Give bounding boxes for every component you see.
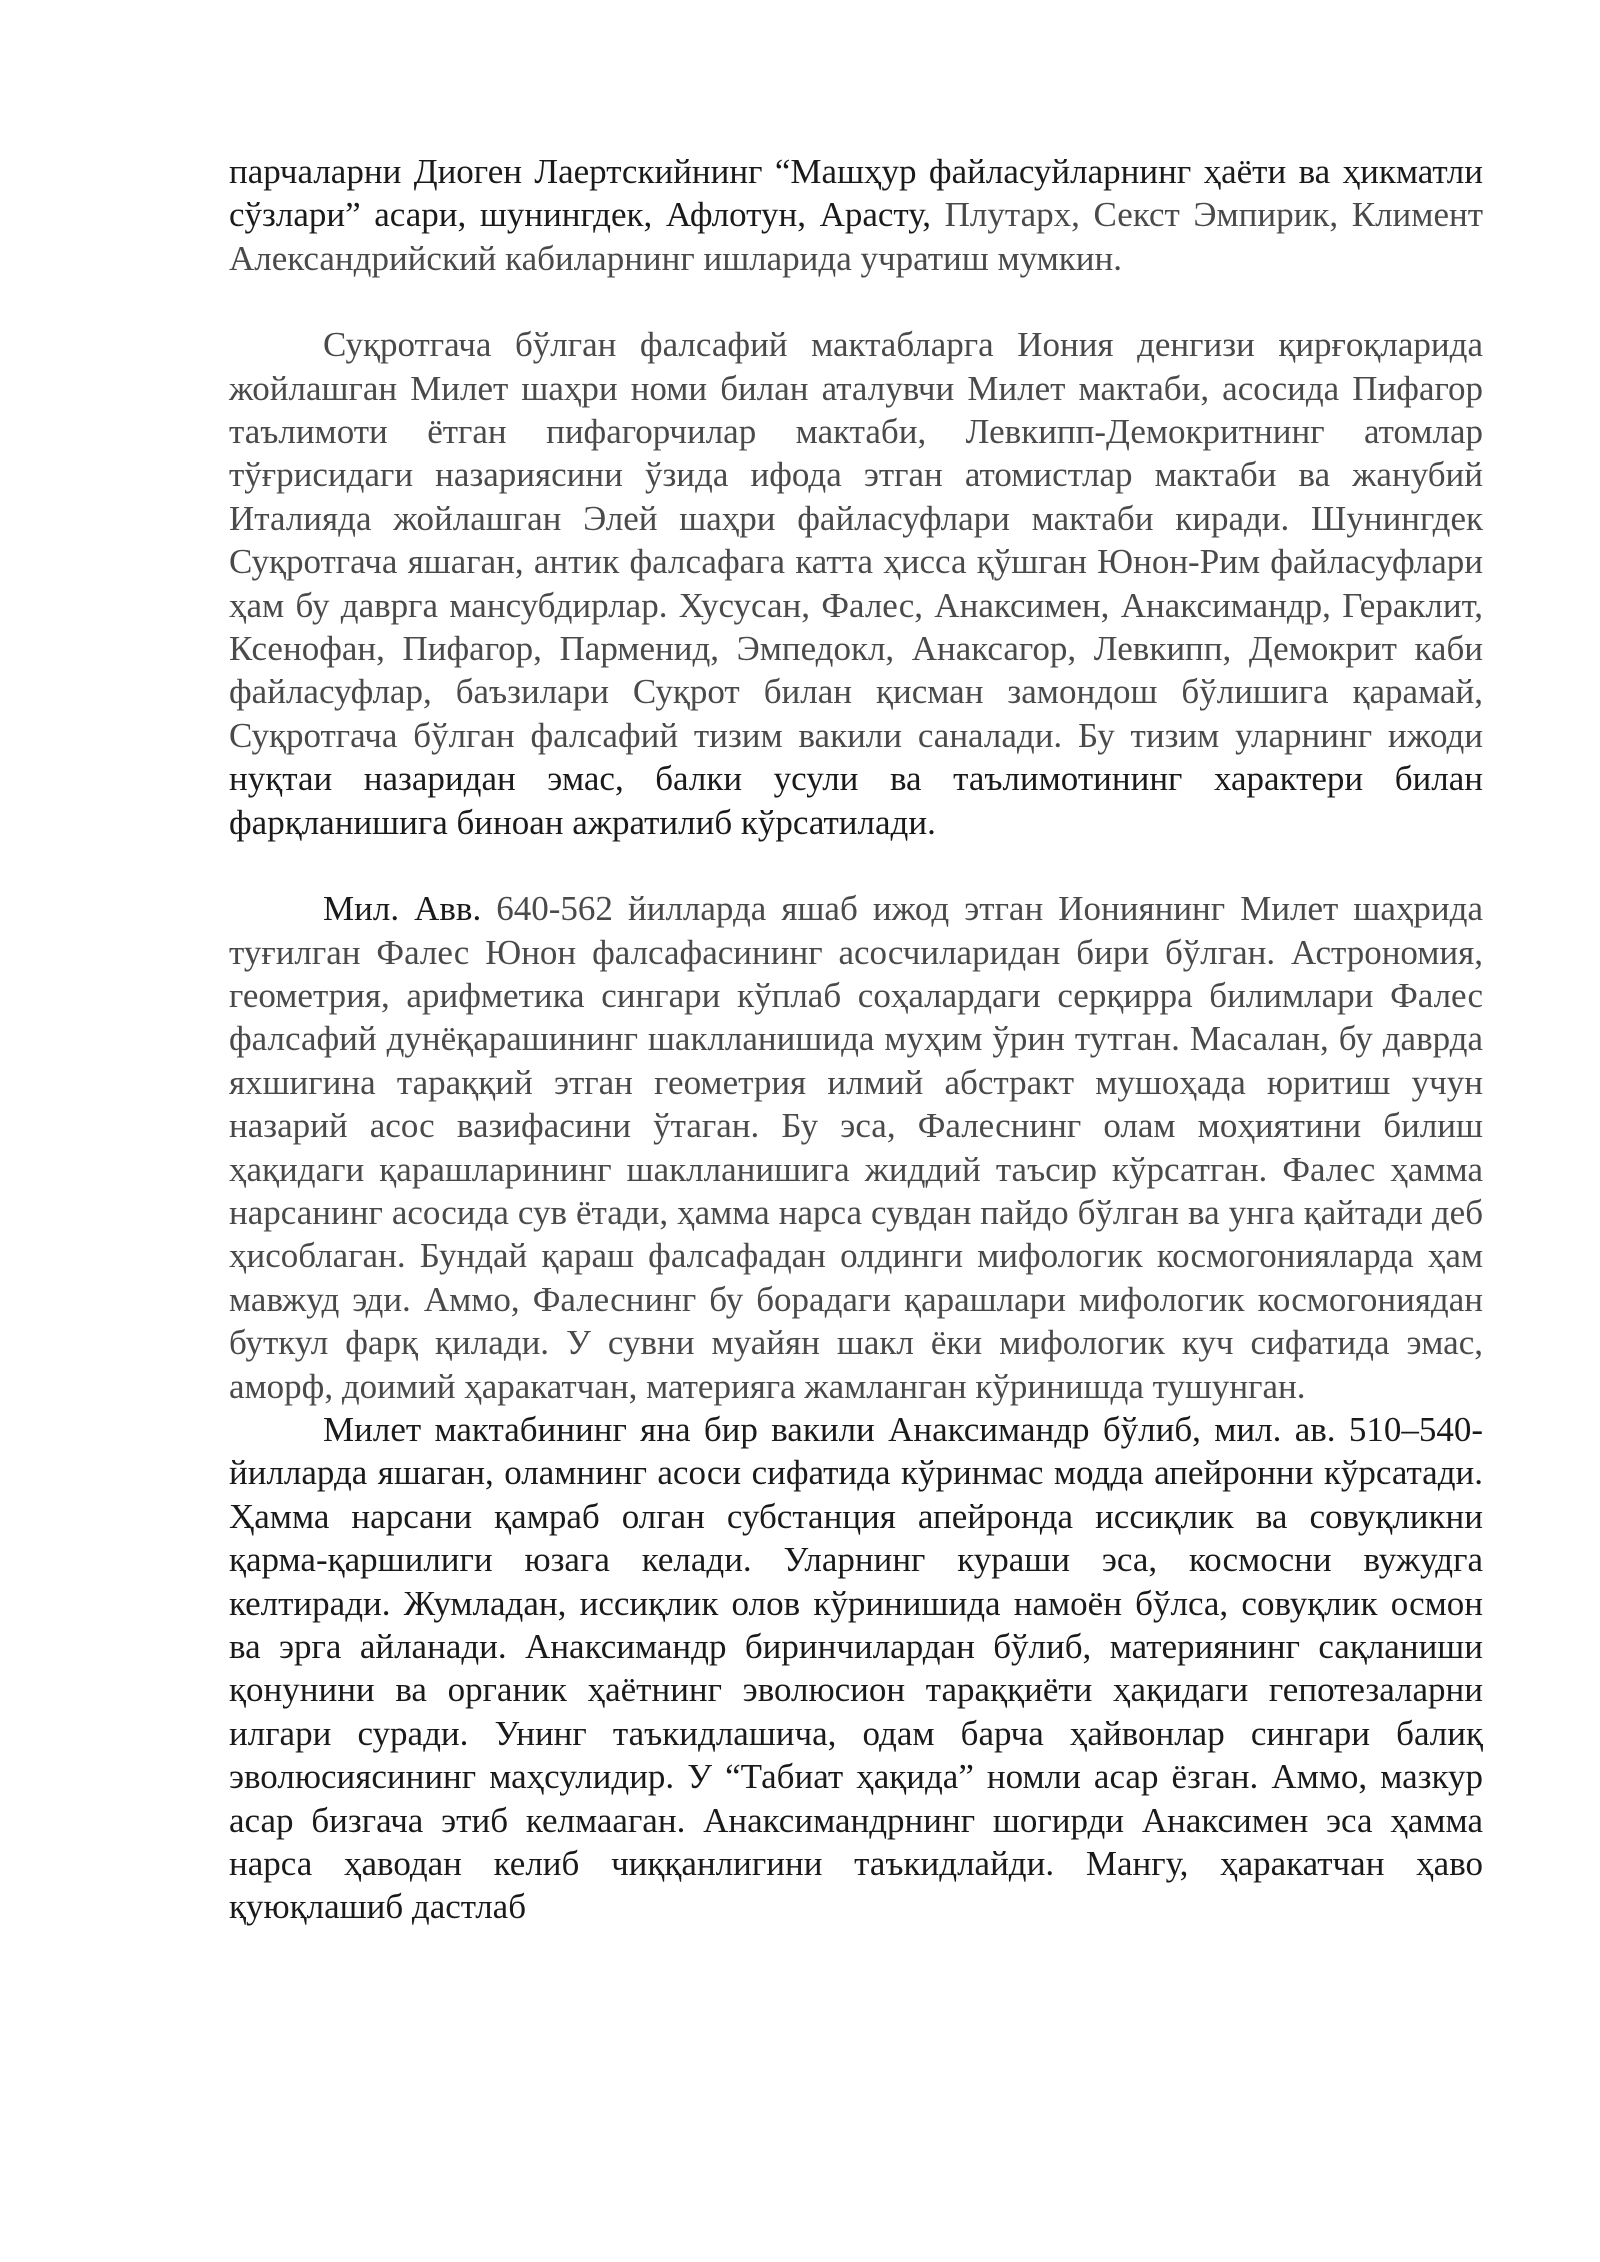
paragraph-presocratic-schools (229, 323, 1483, 844)
paragraph-sources (229, 150, 1483, 280)
paragraph-thales (229, 887, 1483, 1408)
text-run: 640-562 йилларда яшаб ижод этган Иониянинг Милет шаҳрида туғилган Фалес Юнон фалсафасининг асосчиларидан бири бўлган. Астрономия, геометрия, арифметика сингари кўплаб соҳалардаги серқирра билимлари Фалес фалсафий дунёқарашининг шаклланишида муҳим ўрин тутган. Масалан, бу даврда яхшигина тараққий этган геометрия илмий абстракт мушоҳада юритиш учун назарий асос вазифасини ўтаган. Бу эса, Фалеснинг олам моҳиятини билиш ҳақидаги қарашларининг шаклланишига жиддий таъсир кўрсатган. Фалес ҳамма нарсанинг асосида сув ётади, ҳамма нарса сувдан пайдо бўлган ва унга қайтади деб ҳисоблаган. Бундай қараш фалсафадан олдинги мифологик космогонияларда ҳам мавжуд эди. Аммо, Фалеснинг бу борадаги қарашлари мифологик космогониядан буткул фарқ қилади. У сувни муайян шакл ёки мифологик куч сифатида эмас, аморф, доимий ҳаракатчан, материяга жамланган кўринишда тушунган. (229, 889, 1483, 1406)
text-run: парчаларни Диоген Лаертскийнинг “Машҳур файласуйларнинг ҳаёти ва ҳикматли сўзлари” асари, шунингдек, Афлотун, Арасту, (229, 152, 1483, 235)
document-page (229, 150, 1483, 1929)
text-run: Суқротгача бўлган фалсафий мактабларга Иония денгизи қирғоқларида жойлашган Милет шаҳри номи билан аталувчи Милет мактаби, асосида Пифагор таълимоти ётган пифагорчилар мактаби, Левкипп-Демокритнинг атомлар тўғрисидаги назариясини ўзида ифода этган атомистлар мактаби ва жанубий Италияда жойлашган Элей шаҳри файласуфлари мактаби киради. Шунингдек Суқротгача яшаган, антик фалсафага катта ҳисса қўшган Юнон-Рим файласуфлари ҳам бу даврга мансубдирлар. Хусусан, Фалес, Анаксимен, Анаксимандр, Гераклит, Ксенофан, Пифагор, Парменид, Эмпедокл, Анаксагор, Левкипп, Демокрит каби файласуфлар, баъзилари Суқрот билан қисман замондош бўлишига қарамай, Суқротгача бўлган фалсафий тизим вакили саналади. Бу тизим уларнинг ижоди (229, 325, 1483, 755)
text-run: Плутарх, Секст Эмпирик, Климент Александрийский кабиларнинг ишларида учратиш мумкин. (229, 195, 1484, 278)
text-run: нуқтаи назаридан эмас, балки усули ва таълимотининг характери билан фарқланишига биноан ажратилиб кўрсатилади. (229, 759, 1483, 842)
paragraph-anaximander (229, 1408, 1483, 1929)
text-run: Мил. Авв. (323, 889, 497, 929)
text-run: Милет мактабининг яна бир вакили Анаксимандр бўлиб, мил. ав. 510–540- йилларда яшаган, оламнинг асоси сифатида кўринмас модда апейронни кўрсатади. Ҳамма нарсани қамраб олган субстанция апейронда иссиқлик ва совуқликни қарма-қаршилиги юзага келади. Уларнинг кураши эса, космосни вужудга келтиради. Жумладан, иссиқлик олов кўринишида намоён бўлса, совуқлик осмон ва эрга айланади. Анаксимандр биринчилардан бўлиб, материянинг сақланиши қонунини ва органик ҳаётнинг эволюсион тараққиёти ҳақидаги гепотезаларни илгари суради. Унинг таъкидлашича, одам барча ҳайвонлар сингари балиқ эволюсиясининг маҳсулидир. У “Табиат ҳақида” номли асар ёзган. Аммо, мазкур асар бизгача этиб келмааган. Анаксимандрнинг шогирди Анаксимен эса ҳамма нарса ҳаводан келиб чиққанлигини таъкидлайди. Мангу, ҳаракатчан ҳаво қуюқлашиб дастлаб (229, 1409, 1483, 1927)
